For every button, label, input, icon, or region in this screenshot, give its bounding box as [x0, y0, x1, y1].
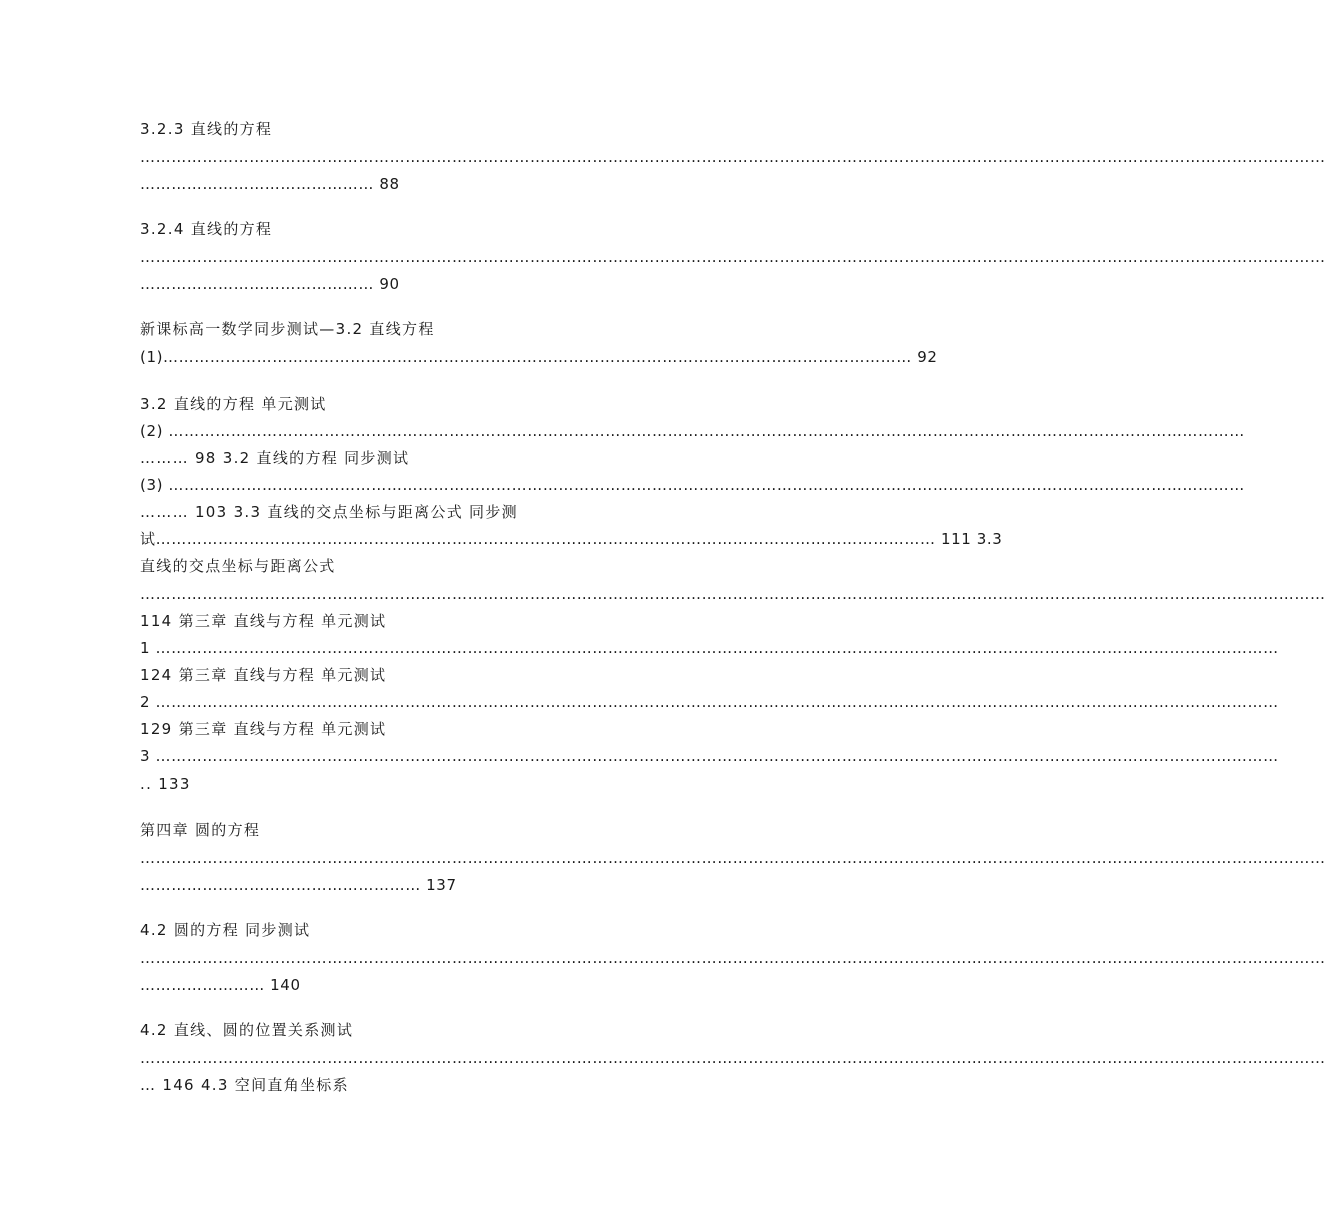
toc-leader: (2) ………………………………………………………………………………………………………………………………………………………………………………………	[140, 422, 1245, 440]
toc-heading: 3.2.3 直线的方程	[140, 120, 273, 138]
toc-page-number: ……………………………………………… 137	[140, 876, 457, 894]
toc-entry: 124 第三章 直线与方程 单元测试	[140, 666, 387, 684]
toc-heading: 新课标高一数学同步测试—3.2 直线方程	[140, 320, 435, 338]
toc-page-number: ……………………………………… 88	[140, 175, 400, 193]
toc-leader: 2 ………………………………………………………………………………………………………………………………………………………………………………………………	[140, 693, 1279, 711]
toc-heading: 第四章 圆的方程	[140, 821, 261, 839]
toc-leader: …………………………………………………………………………………………………………………………………………………………………………………………………………	[140, 585, 1326, 603]
toc-entry: 114 第三章 直线与方程 单元测试	[140, 612, 387, 630]
toc-entry: (1)……………………………………………………………………………………………………………………………… 92	[140, 348, 938, 366]
toc-heading: 直线的交点坐标与距离公式	[140, 557, 336, 575]
toc-heading: 4.2 直线、圆的位置关系测试	[140, 1021, 354, 1039]
toc-entry: … 146 4.3 空间直角坐标系	[140, 1076, 349, 1094]
toc-leader: …………………………………………………………………………………………………………………………………………………………………………………………………………	[140, 1049, 1326, 1067]
toc-leader: …………………………………………………………………………………………………………………………………………………………………………………………………………	[140, 248, 1326, 266]
toc-page-number: .. 133	[140, 775, 191, 793]
toc-heading: 4.2 圆的方程 同步测试	[140, 921, 311, 939]
toc-entry: ……… 103 3.3 直线的交点坐标与距离公式 同步测	[140, 503, 518, 521]
toc-leader: (3) ………………………………………………………………………………………………………………………………………………………………………………………	[140, 476, 1245, 494]
toc-entry: 试…………………………………………………………………………………………………………………………………… 111 3.3	[140, 530, 1003, 548]
toc-leader: 3 ………………………………………………………………………………………………………………………………………………………………………………………………	[140, 747, 1279, 765]
toc-heading: 3.2.4 直线的方程	[140, 220, 273, 238]
toc-entry: ……… 98 3.2 直线的方程 同步测试	[140, 449, 410, 467]
toc-page-number: ……………………………………… 90	[140, 275, 400, 293]
toc-leader: …………………………………………………………………………………………………………………………………………………………………………………………………………	[140, 148, 1326, 166]
toc-leader: …………………………………………………………………………………………………………………………………………………………………………………………………………	[140, 849, 1326, 867]
toc-leader: …………………………………………………………………………………………………………………………………………………………………………………………………………	[140, 949, 1326, 967]
toc-heading: 3.2 直线的方程 单元测试	[140, 395, 327, 413]
toc-entry: 129 第三章 直线与方程 单元测试	[140, 720, 387, 738]
toc-leader: 1 ………………………………………………………………………………………………………………………………………………………………………………………………	[140, 639, 1279, 657]
toc-page-number: …………………… 140	[140, 976, 301, 994]
